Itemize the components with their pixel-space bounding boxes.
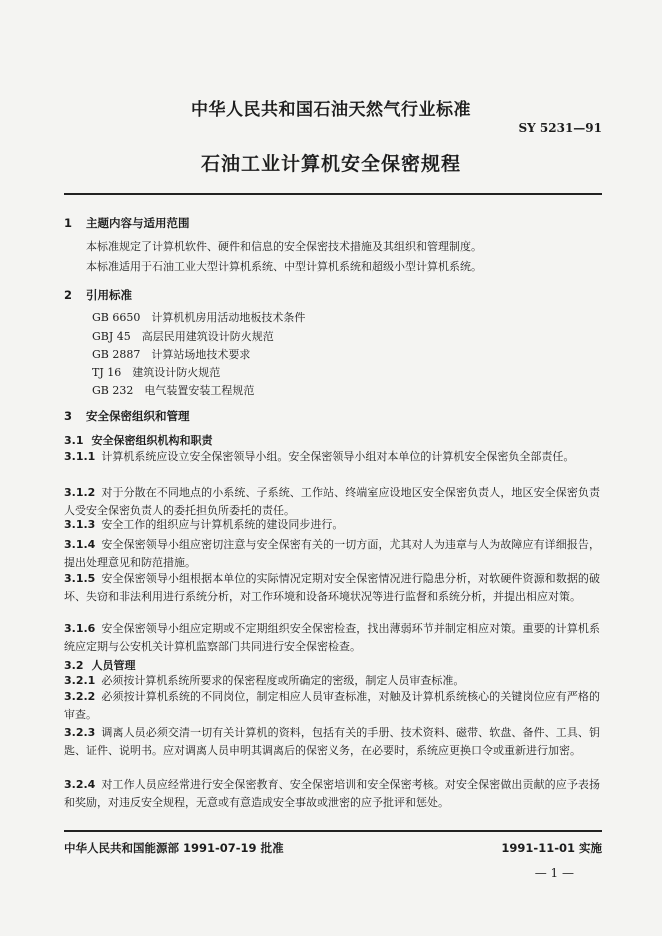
clause-number: 3.1.5 bbox=[64, 572, 96, 585]
reference-item: GBJ 45 高层民用建筑设计防火规范 bbox=[92, 330, 274, 343]
clause-number: 3.2.3 bbox=[64, 726, 96, 739]
page-number: — 1 — bbox=[534, 866, 574, 880]
section-1-heading bbox=[64, 215, 190, 231]
clause-3-2-3 bbox=[64, 724, 600, 760]
clause-3-1-1 bbox=[64, 448, 600, 466]
clause-text: 计算机系统应设立安全保密领导小组。安全保密领导小组对本单位的计算机安全保密负全部责任。 bbox=[101, 450, 575, 463]
section-1-title: 主题内容与适用范围 bbox=[86, 216, 190, 230]
document-title: 石油工业计算机安全保密规程 bbox=[200, 153, 461, 175]
subsection-3-2-title: 人员管理 bbox=[91, 659, 136, 672]
clause-number: 3.1.2 bbox=[64, 486, 96, 499]
clause-text: 安全工作的组织应与计算机系统的建设同步进行。 bbox=[101, 518, 344, 531]
reference-item: TJ 16 建筑设计防火规范 bbox=[92, 366, 221, 379]
subsection-3-1-number: 3.1 bbox=[64, 434, 84, 447]
clause-text: 对工作人员应经常进行安全保密教育、安全保密培训和安全保密考核。对安全保密做出贡献的应予表扬和奖励，对违反安全规程，无意或有意造成安全事故或泄密的应予批评和惩处。 bbox=[64, 778, 600, 809]
clause-number: 3.1.6 bbox=[64, 622, 96, 635]
clause-3-2-4 bbox=[64, 776, 600, 812]
clause-3-1-6 bbox=[64, 620, 600, 656]
clause-3-2-2 bbox=[64, 688, 600, 724]
effective-date: 1991-11-01 实施 bbox=[501, 841, 602, 855]
section-3-title: 安全保密组织和管理 bbox=[86, 409, 190, 423]
subsection-3-2-number: 3.2 bbox=[64, 659, 84, 672]
clause-number: 3.1.1 bbox=[64, 450, 96, 463]
section-2-number: 2 bbox=[64, 288, 73, 302]
clause-text: 调离人员必须交清一切有关计算机的资料，包括有关的手册、技术资料、磁带、软盘、备件、工具、钥匙、证件、说明书。应对调离人员申明其调离后的保密义务，在必要时，系统应更换口令或重新进行加密。 bbox=[64, 726, 600, 757]
reference-item: GB 232 电气装置安装工程规范 bbox=[92, 384, 255, 397]
reference-item: GB 6650 计算机机房用活动地板技术条件 bbox=[92, 311, 306, 324]
standard-organization: 中华人民共和国石油天然气行业标准 bbox=[191, 100, 471, 120]
clause-number: 3.1.4 bbox=[64, 538, 96, 551]
clause-3-1-5 bbox=[64, 570, 600, 606]
subsection-3-1-title: 安全保密组织机构和职责 bbox=[91, 434, 213, 447]
section-2-title: 引用标准 bbox=[86, 288, 132, 302]
subsection-3-2-heading bbox=[64, 657, 136, 673]
section-1-para-1: 本标准规定了计算机软件、硬件和信息的安全保密技术措施及其组织和管理制度。 bbox=[86, 240, 482, 253]
section-1-number: 1 bbox=[64, 216, 73, 230]
section-3-heading bbox=[64, 408, 190, 424]
section-1-para-2: 本标准适用于石油工业大型计算机系统、中型计算机系统和超级小型计算机系统。 bbox=[86, 260, 482, 273]
clause-3-1-2 bbox=[64, 484, 600, 520]
clause-number: 3.2.1 bbox=[64, 674, 96, 687]
clause-number: 3.1.3 bbox=[64, 518, 96, 531]
header-rule bbox=[64, 193, 602, 195]
clause-number: 3.2.4 bbox=[64, 778, 96, 791]
clause-text: 安全保密领导小组根据本单位的实际情况定期对安全保密情况进行隐患分析，对软硬件资源和数据的破坏、失窃和非法利用进行系统分析，对工作环境和设备环境状况等进行监督和系统分析，并提出相应对策。 bbox=[64, 572, 600, 603]
clause-text: 安全保密领导小组应定期或不定期组织安全保密检查，找出薄弱环节并制定相应对策。重要的计算机系统应定期与公安机关计算机监察部门共同进行安全保密检查。 bbox=[64, 622, 600, 653]
reference-item: GB 2887 计算站场地技术要求 bbox=[92, 348, 251, 361]
clause-3-1-4 bbox=[64, 536, 600, 572]
subsection-3-1-heading bbox=[64, 432, 213, 448]
standard-code: SY 5231—91 bbox=[518, 121, 602, 135]
approval-info: 中华人民共和国能源部 1991-07-19 批准 bbox=[64, 841, 284, 855]
clause-text: 对于分散在不同地点的小系统、子系统、工作站、终端室应设地区安全保密负责人，地区安全保密负责人受安全保密负责人的委托担负所委托的责任。 bbox=[64, 486, 600, 517]
clause-text: 安全保密领导小组应密切注意与安全保密有关的一切方面，尤其对人为违章与人为故障应有详细报告，提出处理意见和防范措施。 bbox=[64, 538, 600, 569]
section-3-number: 3 bbox=[64, 409, 73, 423]
section-2-heading bbox=[64, 287, 132, 303]
clause-3-1-3 bbox=[64, 516, 600, 534]
footer-rule bbox=[64, 830, 602, 832]
clause-text: 必须按计算机系统的不同岗位，制定相应人员审查标准，对触及计算机系统核心的关键岗位应有严格的审查。 bbox=[64, 690, 600, 721]
clause-text: 必须按计算机系统所要求的保密程度或所确定的密级，制定人员审查标准。 bbox=[101, 674, 465, 687]
clause-number: 3.2.2 bbox=[64, 690, 96, 703]
